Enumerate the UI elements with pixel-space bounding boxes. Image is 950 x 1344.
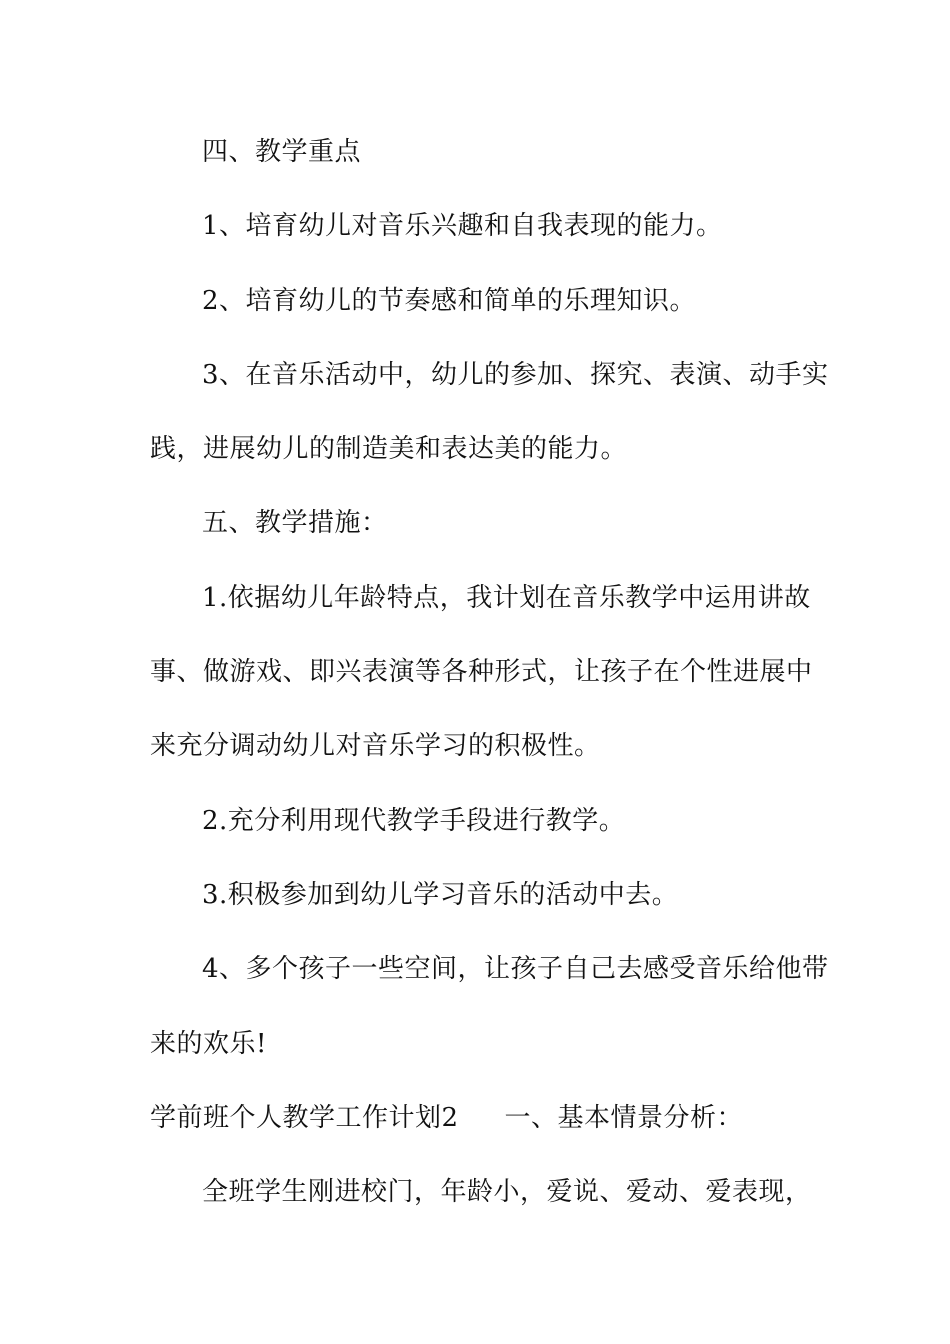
- paragraph-line: 全班学生刚进校门，年龄小，爱说、爱动、爱表现，: [202, 1177, 812, 1207]
- plan-title-line: [150, 1102, 743, 1134]
- paragraph-line: 3、在音乐活动中，幼儿的参加、探究、表演、动手实: [202, 360, 829, 390]
- paragraph-line: 来充分调动幼儿对音乐学习的积极性。: [150, 731, 601, 761]
- paragraph-line: 来的欢乐!: [150, 1029, 267, 1059]
- paragraph-line: 2.充分利用现代教学手段进行教学。: [202, 806, 626, 836]
- plan-title: 学前班个人教学工作计划2: [150, 1103, 459, 1133]
- paragraph-line: 1、培育幼儿对音乐兴趣和自我表现的能力。: [202, 211, 723, 241]
- heading-teaching-focus: 四、教学重点: [202, 137, 362, 167]
- plan-section-heading: 一、基本情景分析：: [504, 1103, 744, 1133]
- paragraph-line: 1.依据幼儿年龄特点，我计划在音乐教学中运用讲故: [202, 583, 811, 613]
- paragraph-line: 践，进展幼儿的制造美和表达美的能力。: [150, 434, 628, 464]
- paragraph-line: 3.积极参加到幼儿学习音乐的活动中去。: [202, 880, 679, 910]
- heading-teaching-measures: 五、教学措施：: [202, 508, 388, 538]
- paragraph-line: 事、做游戏、即兴表演等各种形式，让孩子在个性进展中: [150, 657, 813, 687]
- paragraph-line: 2、培育幼儿的节奏感和简单的乐理知识。: [202, 286, 697, 316]
- paragraph-line: 4、多个孩子一些空间，让孩子自己去感受音乐给他带: [202, 954, 829, 984]
